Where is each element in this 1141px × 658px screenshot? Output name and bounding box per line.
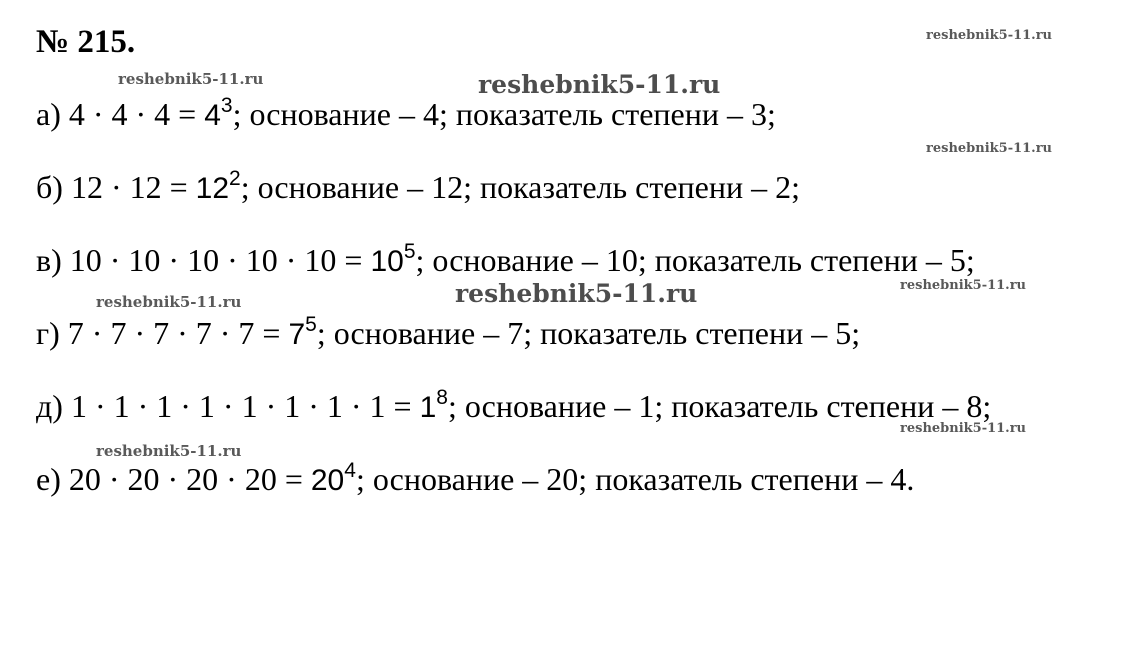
- explanation: ; основание – 12; показатель степени – 2;: [240, 169, 800, 205]
- power-base: 4: [204, 99, 221, 132]
- power-base: 20: [310, 464, 345, 497]
- expression: в) 10 · 10 · 10 · 10 · 10 =: [36, 242, 371, 278]
- watermark: reshebnik5-11.ru: [118, 70, 264, 88]
- expression: е) 20 · 20 · 20 · 20 =: [36, 461, 311, 497]
- expression: д) 1 · 1 · 1 · 1 · 1 · 1 · 1 · 1 =: [36, 388, 420, 424]
- power-base: 12: [195, 172, 230, 205]
- power-base: 7: [288, 318, 306, 351]
- answer-line-b: [36, 167, 800, 209]
- power-exponent: 2: [229, 167, 241, 190]
- watermark: reshebnik5-11.ru: [96, 293, 242, 311]
- watermark: reshebnik5-11.ru: [478, 70, 721, 99]
- explanation: ; основание – 7; показатель степени – 5;: [316, 315, 861, 351]
- expression: а) 4 · 4 · 4 =: [36, 96, 205, 132]
- expression: б) 12 · 12 =: [36, 169, 196, 205]
- power-exponent: 5: [305, 313, 317, 336]
- watermark: reshebnik5-11.ru: [926, 28, 1053, 43]
- watermark: reshebnik5-11.ru: [900, 421, 1027, 436]
- expression: г) 7 · 7 · 7 · 7 · 7 =: [36, 315, 289, 351]
- power-base: 1: [419, 391, 437, 424]
- power-exponent: 4: [344, 459, 356, 482]
- answer-line-g: [36, 313, 860, 355]
- power-base: 10: [370, 245, 404, 278]
- answer-line-e: [36, 459, 914, 501]
- power-exponent: 3: [220, 94, 233, 117]
- answer-line-a: [36, 94, 776, 136]
- watermark: reshebnik5-11.ru: [900, 278, 1027, 293]
- watermark: reshebnik5-11.ru: [926, 141, 1053, 156]
- explanation: ; основание – 1; показатель степени – 8;: [447, 388, 992, 424]
- power-exponent: 8: [436, 386, 448, 409]
- power-exponent: 5: [403, 240, 416, 263]
- explanation: ; основание – 4; показатель степени – 3;: [232, 96, 776, 132]
- answer-line-d: [36, 386, 991, 428]
- watermark: reshebnik5-11.ru: [96, 442, 242, 460]
- watermark: reshebnik5-11.ru: [455, 279, 698, 308]
- problem-number: № 215.: [36, 24, 136, 60]
- explanation: ; основание – 20; показатель степени – 4.: [355, 461, 915, 497]
- explanation: ; основание – 10; показатель степени – 5;: [415, 242, 975, 278]
- answer-line-v: [36, 240, 975, 282]
